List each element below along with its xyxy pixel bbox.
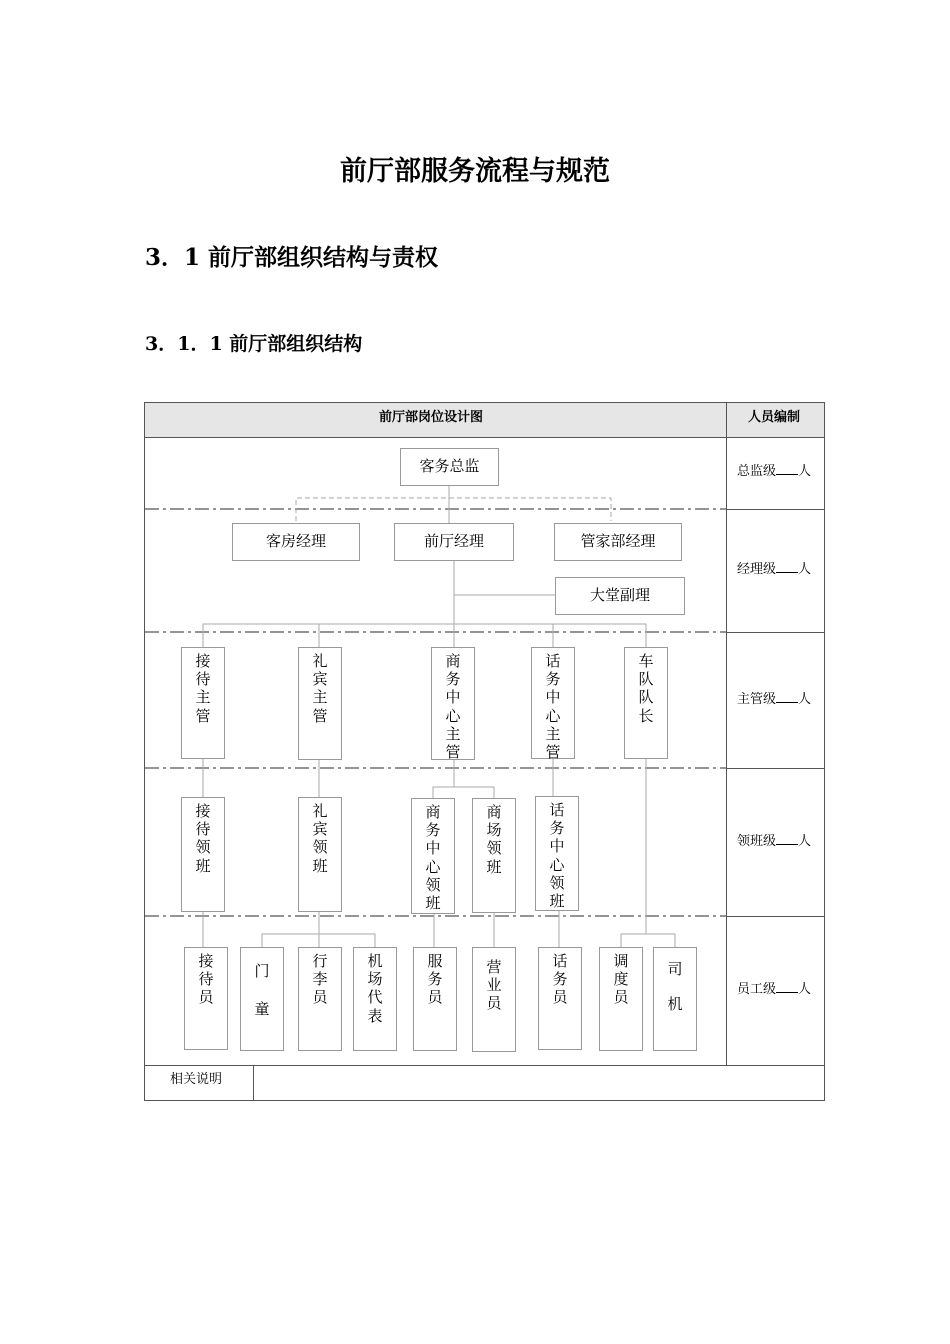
lead-box-concierge: 礼 宾 领 班: [298, 797, 342, 912]
level-director: 总监级 人: [737, 464, 812, 479]
staff-box-driver: 司 机: [653, 947, 697, 1051]
supervisor-box-operator: 话 务 中 心 主 管: [531, 647, 575, 759]
manager-box-housekeeping: 管家部经理: [554, 523, 682, 561]
staffing-header: 人员编制: [748, 410, 801, 425]
supervisor-box-concierge: 礼 宾 主 管: [298, 647, 342, 760]
assistant-manager-box: 大堂副理: [555, 577, 685, 615]
level-supervisor: 主管级 人: [737, 692, 812, 707]
lead-box-operator: 话 务 中 心 领 班: [535, 796, 579, 911]
level-lead: 领班级 人: [737, 834, 812, 849]
lead-box-reception: 接 待 领 班: [181, 797, 225, 912]
manager-box-rooms: 客房经理: [232, 523, 360, 561]
staff-box-dispatcher: 调 度 员: [599, 947, 643, 1051]
staff-box-reception: 接 待 员: [184, 947, 228, 1050]
lead-box-shop: 商 场 领 班: [472, 798, 516, 913]
supervisor-box-reception: 接 待 主 管: [181, 647, 225, 759]
document-title: 前厅部服务流程与规范: [340, 156, 610, 187]
lead-box-business-center: 商 务 中 心 领 班: [411, 798, 455, 914]
notes-label: 相关说明: [170, 1072, 223, 1087]
supervisor-box-fleet: 车 队 队 长: [624, 647, 668, 759]
subsection-heading: 3．1．1 前厅部组织结构: [145, 333, 363, 355]
staff-box-sales-clerk: 营 业 员: [472, 947, 516, 1052]
staff-box-attendant: 服 务 员: [413, 947, 457, 1051]
manager-box-front-office: 前厅经理: [394, 523, 514, 561]
staff-box-doorman: 门 童: [240, 947, 284, 1051]
level-staff: 员工级 人: [737, 982, 812, 997]
section-heading: 3．1 前厅部组织结构与责权: [145, 244, 439, 271]
supervisor-box-business-center: 商 务 中 心 主 管: [431, 647, 475, 760]
director-box: 客务总监: [400, 448, 499, 486]
staff-box-operator: 话 务 员: [538, 947, 582, 1050]
level-manager: 经理级 人: [737, 562, 812, 577]
chart-header: 前厅部岗位设计图: [379, 410, 484, 425]
staff-box-bellman: 行 李 员: [298, 947, 342, 1051]
staff-box-airport-rep: 机 场 代 表: [353, 947, 397, 1051]
